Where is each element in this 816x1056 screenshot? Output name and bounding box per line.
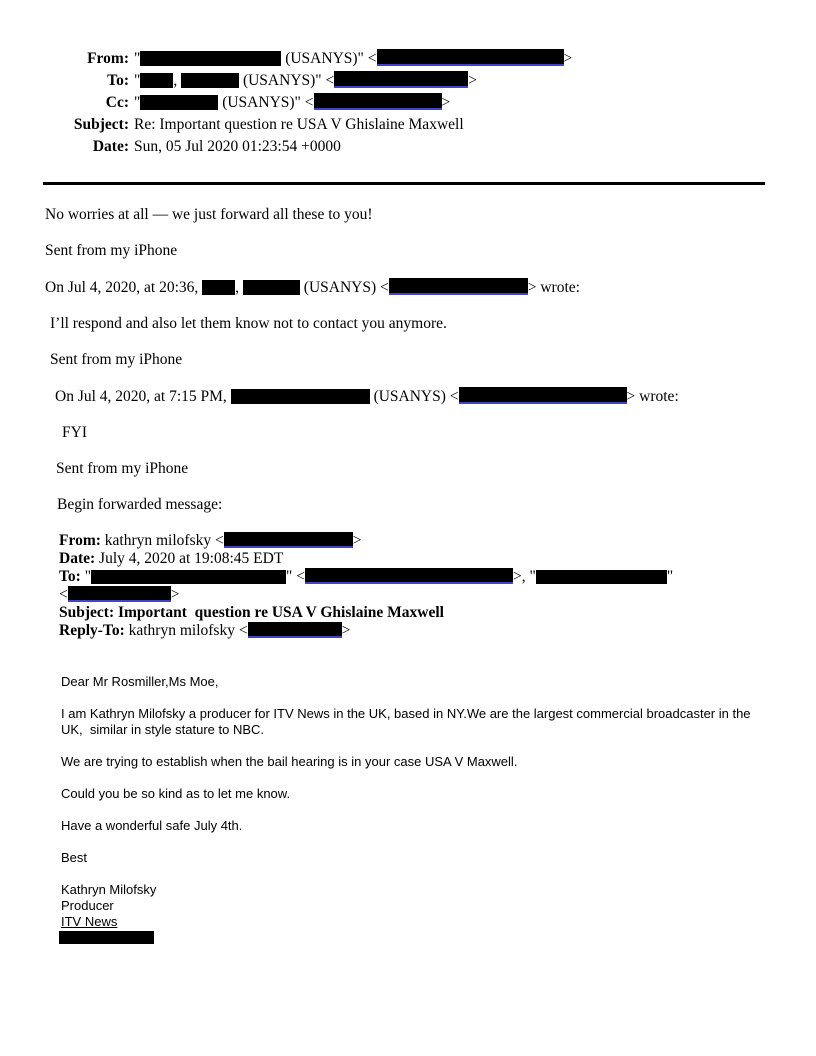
to-label: To: [107,72,129,89]
email-header-block [45,48,771,158]
quote2-attribution: On Jul 4, 2020, at 7:15 PM, (USANYS) < > wrote: [55,388,679,405]
quote-level-1 [45,315,771,944]
cc-value: " (USANYS)" < > [134,94,451,111]
forwarded-row-subject [59,604,771,622]
forwarded-row-reply-to [59,622,771,640]
redaction-bar [140,51,281,66]
forwarded-row-to-continued [59,586,771,604]
signature-name: Kathryn Milofsky [61,882,157,897]
forwarded-subject-value: Important question re USA V Ghislaine Maxwell [114,604,444,621]
signature-block [58,882,764,944]
cc-label: Cc: [105,94,129,111]
redaction-bar [536,570,667,584]
forwarded-date-label: Date: [59,550,96,567]
redaction-bar [68,586,171,602]
reply3-sent-from: Sent from my iPhone [56,460,189,477]
request-paragraph: Could you be so kind as to let me know. [61,786,291,801]
reply3-text: FYI [62,424,87,441]
forwarded-row-from [59,532,771,550]
from-label: From: [87,50,129,67]
to-value: " , (USANYS)" < > [134,72,477,89]
signature-title: Producer [61,898,114,913]
question-paragraph: We are trying to establish when the bail hearing is in your case USA V Maxwell. [61,754,518,769]
redaction-bar [459,387,627,404]
forwarded-from-label: From: [59,532,101,549]
closing-paragraph: Best [61,850,88,865]
reply1-text: No worries at all — we just forward all these to you! [45,206,373,223]
forwarded-from-value: kathryn milofsky < > [100,532,362,549]
header-row-from [45,48,771,70]
redaction-bar [140,73,173,88]
from-value: " (USANYS)" < > [134,50,573,67]
forwarded-to-value: " " < >, " " [80,568,674,585]
reply2-sent-from: Sent from my iPhone [50,351,183,368]
redaction-bar [202,280,235,295]
quote1-attribution: On Jul 4, 2020, at 20:36, , (USANYS) < > wrote: [45,279,580,296]
signature-redaction-bar [59,931,154,944]
intro-paragraph: I am Kathryn Milofsky a producer for ITV News in the UK, based in NY.We are the largest commercial broadcaster in the UK, similar in style stature to NBC. [61,706,755,737]
reply2-text: I’ll respond and also let them know not to contact you anymore. [50,315,447,332]
email-thread-body [45,206,771,944]
redaction-bar [305,568,513,584]
forwarded-reply-to-label: Reply-To: [59,622,125,639]
redaction-bar [243,280,300,295]
subject-value: Re: Important question re USA V Ghislaine Maxwell [134,116,464,133]
forwarded-subject-label: Subject: [59,604,115,621]
well-wishes-paragraph: Have a wonderful safe July 4th. [61,818,243,833]
redaction-bar [231,389,370,404]
reply1-sent-from: Sent from my iPhone [45,242,178,259]
header-divider-rule [43,182,765,185]
header-row-cc [45,92,771,114]
begin-forwarded-label: Begin forwarded message: [57,496,223,513]
forwarded-header-block [59,532,771,640]
redaction-bar [91,570,286,584]
redaction-bar [248,622,342,638]
redaction-bar [377,49,564,66]
subject-label: Subject: [73,116,129,133]
forwarded-date-value: July 4, 2020 at 19:08:45 EDT [95,550,284,567]
signature-org-link[interactable]: ITV News [61,914,118,929]
redaction-bar [181,73,239,88]
redaction-bar [140,95,218,110]
header-row-date [45,136,771,158]
header-row-to [45,70,771,92]
salutation: Dear Mr Rosmiller,Ms Moe, [61,674,219,689]
redaction-bar [334,71,468,88]
forwarded-reply-to-value: kathryn milofsky < > [124,622,351,639]
forwarded-row-to [59,568,771,586]
forwarded-message-body [58,674,764,944]
redaction-bar [389,278,528,295]
date-label: Date: [92,138,129,155]
redaction-bar [314,93,442,110]
redaction-bar [224,532,353,548]
forwarded-to-label: To: [59,568,81,585]
header-row-subject [45,114,771,136]
quote-level-2 [50,387,771,944]
date-value: Sun, 05 Jul 2020 01:23:54 +0000 [134,138,341,155]
forwarded-to-value-continued: < > [59,586,180,603]
quote-level-3 [55,424,771,944]
forwarded-row-date [59,550,771,568]
